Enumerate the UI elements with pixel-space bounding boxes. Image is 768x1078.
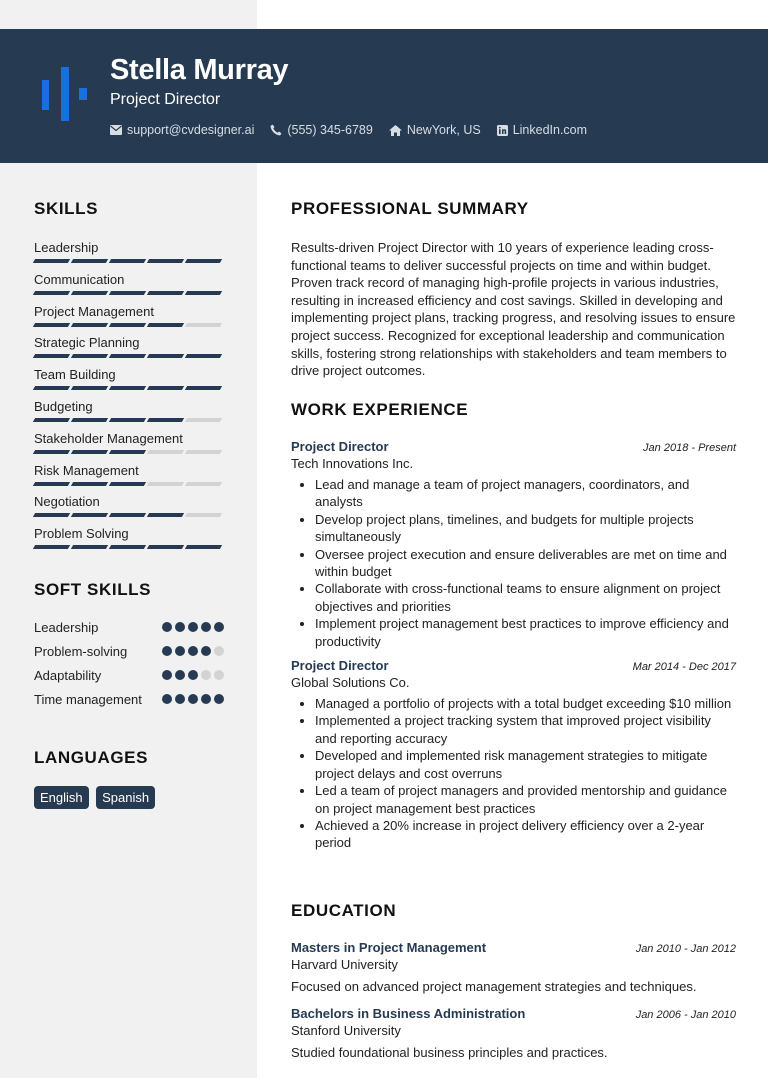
skill-level-bar <box>34 354 224 358</box>
languages-heading: LANGUAGES <box>34 748 149 767</box>
skill-level-segment <box>71 482 108 486</box>
rating-dot <box>201 622 211 632</box>
skill-level-segment <box>71 291 108 295</box>
education-heading: EDUCATION <box>291 901 397 920</box>
summary-section <box>291 199 736 380</box>
skill-level-segment <box>33 291 70 295</box>
degree-title: Masters in Project Management <box>291 940 487 955</box>
skills-section <box>34 199 224 557</box>
language-badge: English <box>34 786 89 809</box>
job-dates: Mar 2014 - Dec 2017 <box>632 661 736 674</box>
skill-level-segment <box>147 482 184 486</box>
soft-skill-rating <box>159 619 224 636</box>
skill-level-bar <box>34 482 224 486</box>
skill-level-segment <box>71 259 108 263</box>
skill-level-segment <box>33 450 70 454</box>
skill-item <box>34 239 224 271</box>
skill-level-segment <box>33 386 70 390</box>
languages-section <box>34 748 224 809</box>
soft-skill-label: Time management <box>34 692 142 707</box>
phone-text: (555) 345-6789 <box>287 123 373 137</box>
skill-level-segment <box>109 323 146 327</box>
skill-level-segment <box>33 354 70 358</box>
job-bullet: • Develop project plans, timelines, and budgets for multiple projects simultaneously <box>315 511 736 546</box>
skill-level-segment <box>109 482 146 486</box>
skills-heading: SKILLS <box>34 199 99 218</box>
skill-level-segment <box>33 545 70 549</box>
skill-label: Budgeting <box>34 398 93 414</box>
skill-level-segment <box>109 386 146 390</box>
education-dates: Jan 2006 - Jan 2010 <box>635 1009 736 1021</box>
soft-skill-item <box>34 691 224 708</box>
candidate-name: Stella Murray <box>110 54 289 86</box>
skill-level-segment <box>147 291 184 295</box>
job-bullet: • Managed a portfolio of projects with a total budget exceeding $10 million <box>315 695 736 712</box>
contact-phone[interactable] <box>270 123 372 137</box>
skill-level-bar <box>34 386 224 390</box>
skill-level-bar <box>34 450 224 454</box>
job-company: Global Solutions Co. <box>291 675 410 691</box>
soft-skill-label: Problem-solving <box>34 644 128 659</box>
contact-location <box>389 123 481 137</box>
skill-item <box>34 493 224 525</box>
skill-level-segment <box>33 259 70 263</box>
skill-level-segment <box>109 291 146 295</box>
job-bullet: • Achieved a 20% increase in project delivery efficiency over a 2-year period <box>315 817 736 852</box>
skill-level-segment <box>109 450 146 454</box>
linkedin-icon <box>497 125 508 136</box>
job-bullet: • Led a team of project managers and provided mentorship and guidance on project management best practices <box>315 782 736 817</box>
skill-level-segment <box>185 259 222 263</box>
skill-item <box>34 462 224 494</box>
skill-level-segment <box>185 291 222 295</box>
skill-level-bar <box>34 418 224 422</box>
skill-label: Risk Management <box>34 462 139 478</box>
skill-level-segment <box>147 450 184 454</box>
skill-level-segment <box>109 418 146 422</box>
skill-level-segment <box>147 513 184 517</box>
job-bullet: • Developed and implemented risk management strategies to mitigate project delays and cost overruns <box>315 747 736 782</box>
skill-level-bar <box>34 545 224 549</box>
skill-item <box>34 334 224 366</box>
summary-text: Results-driven Project Director with 10 years of experience leading cross-functional teams to deliver successful projects on time and within budget. Proven track record of managing high-profile projects in various industries, resulting in increased efficiency and cost savings. Skilled in developing and implementing project plans, tracking progress, and resolving issues to ensure project success. Recognized for exceptional leadership and communication skills, fostering strong relationships with stakeholders and team members to drive project outcomes. <box>291 240 736 379</box>
skill-label: Strategic Planning <box>34 335 140 351</box>
job-dates: Jan 2018 - Present <box>643 442 736 454</box>
soft-skills-list <box>34 619 224 708</box>
soft-skills-section <box>34 580 224 715</box>
skill-level-segment <box>109 354 146 358</box>
skill-level-segment <box>147 386 184 390</box>
soft-skill-item <box>34 643 224 660</box>
skill-level-bar <box>34 291 224 295</box>
skill-level-bar <box>34 513 224 517</box>
email-text: support@cvdesigner.ai <box>127 123 255 137</box>
contact-linkedin[interactable] <box>497 123 587 137</box>
skill-level-segment <box>147 259 184 263</box>
skill-level-segment <box>185 482 222 486</box>
skill-label: Communication <box>34 271 125 287</box>
contact-email[interactable] <box>110 123 254 137</box>
skill-level-segment <box>185 323 222 327</box>
soft-skill-rating <box>159 667 224 684</box>
education-dates: Jan 2010 - Jan 2012 <box>635 943 736 955</box>
rating-dot <box>201 670 211 680</box>
skill-level-segment <box>71 323 108 327</box>
rating-dot <box>214 694 224 704</box>
soft-skill-rating <box>159 643 224 660</box>
language-badge: Spanish <box>96 786 155 809</box>
rating-dot <box>201 646 211 656</box>
school-name: Stanford University <box>291 1023 401 1038</box>
contact-row <box>110 123 603 137</box>
skill-level-segment <box>109 545 146 549</box>
skill-label: Leadership <box>34 240 99 255</box>
skill-label: Team Building <box>34 367 116 383</box>
job-entry <box>291 439 736 650</box>
skill-level-segment <box>109 513 146 517</box>
rating-dot <box>188 646 198 656</box>
skill-label: Project Management <box>34 303 154 319</box>
skill-label: Stakeholder Management <box>34 430 183 446</box>
rating-dot <box>214 670 224 680</box>
soft-skill-item <box>34 667 224 684</box>
skill-level-segment <box>71 513 108 517</box>
soft-skills-heading: SOFT SKILLS <box>34 580 152 599</box>
skill-level-bar <box>34 259 224 263</box>
envelope-icon <box>110 125 122 135</box>
languages-list <box>34 786 224 809</box>
location-text: NewYork, US <box>406 123 481 137</box>
skill-label: Negotiation <box>34 494 100 510</box>
skill-level-segment <box>147 354 184 358</box>
job-bullet: • Implement project management best practices to improve efficiency and productivity <box>315 615 736 650</box>
skill-item <box>34 525 224 557</box>
job-bullet: • Collaborate with cross-functional teams to ensure alignment on project objectives and priorities <box>315 580 736 615</box>
skill-level-segment <box>71 418 108 422</box>
education-entry <box>291 1006 736 1060</box>
skill-level-bar <box>34 323 224 327</box>
education-section <box>291 901 736 1060</box>
skill-level-segment <box>71 386 108 390</box>
summary-heading: PROFESSIONAL SUMMARY <box>291 199 529 218</box>
experience-section <box>291 400 736 852</box>
education-description: Studied foundational business principles and practices. <box>291 1045 608 1060</box>
skill-item <box>34 398 224 430</box>
rating-dot <box>162 622 172 632</box>
skill-item <box>34 366 224 398</box>
skill-level-segment <box>185 386 222 390</box>
soft-skill-label: Adaptability <box>34 668 102 683</box>
skill-level-segment <box>147 545 184 549</box>
rating-dot <box>214 646 224 656</box>
rating-dot <box>175 694 185 704</box>
education-entry <box>291 940 736 994</box>
linkedin-text: LinkedIn.com <box>512 123 588 137</box>
school-name: Harvard University <box>291 957 398 972</box>
skill-level-segment <box>185 418 222 422</box>
job-title: Project Director <box>291 658 389 674</box>
soft-skill-rating <box>159 691 224 708</box>
skill-level-segment <box>71 450 108 454</box>
skill-level-segment <box>71 545 108 549</box>
skill-level-segment <box>71 354 108 358</box>
job-bullets <box>291 695 736 852</box>
job-bullet: • Lead and manage a team of project managers, coordinators, and analysts <box>315 476 736 511</box>
soft-skill-item <box>34 619 224 636</box>
rating-dot <box>175 622 185 632</box>
skill-level-segment <box>185 513 222 517</box>
education-description: Focused on advanced project management strategies and techniques. <box>291 979 697 994</box>
experience-heading: WORK EXPERIENCE <box>291 400 469 419</box>
job-bullet: • Implemented a project tracking system that improved project visibility and reporting accuracy <box>315 712 736 747</box>
rating-dot <box>162 646 172 656</box>
job-company: Tech Innovations Inc. <box>291 456 414 471</box>
rating-dot <box>188 670 198 680</box>
skill-item <box>34 430 224 462</box>
job-bullets <box>291 476 736 650</box>
degree-title: Bachelors in Business Administration <box>291 1006 526 1021</box>
job-entry <box>291 658 736 852</box>
skill-item <box>34 271 224 303</box>
skill-level-segment <box>33 482 70 486</box>
candidate-title: Project Director <box>110 91 221 108</box>
skill-level-segment <box>147 323 184 327</box>
rating-dot <box>188 622 198 632</box>
skill-level-segment <box>185 545 222 549</box>
home-icon <box>389 125 402 136</box>
skill-level-segment <box>33 513 70 517</box>
skill-label: Problem Solving <box>34 526 129 542</box>
phone-icon <box>270 124 282 136</box>
skill-level-segment <box>33 418 70 422</box>
skill-level-segment <box>185 354 222 358</box>
rating-dot <box>201 694 211 704</box>
skill-item <box>34 303 224 335</box>
logo-icon <box>42 67 88 121</box>
rating-dot <box>214 622 224 632</box>
rating-dot <box>175 670 185 680</box>
rating-dot <box>175 646 185 656</box>
skill-level-segment <box>185 450 222 454</box>
rating-dot <box>162 670 172 680</box>
rating-dot <box>188 694 198 704</box>
skill-level-segment <box>147 418 184 422</box>
skills-list <box>34 239 224 557</box>
skill-level-segment <box>33 323 70 327</box>
rating-dot <box>162 694 172 704</box>
job-title: Project Director <box>291 439 389 454</box>
soft-skill-label: Leadership <box>34 620 99 635</box>
skill-level-segment <box>109 259 146 263</box>
job-bullet: • Oversee project execution and ensure deliverables are met on time and within budget <box>315 546 736 581</box>
